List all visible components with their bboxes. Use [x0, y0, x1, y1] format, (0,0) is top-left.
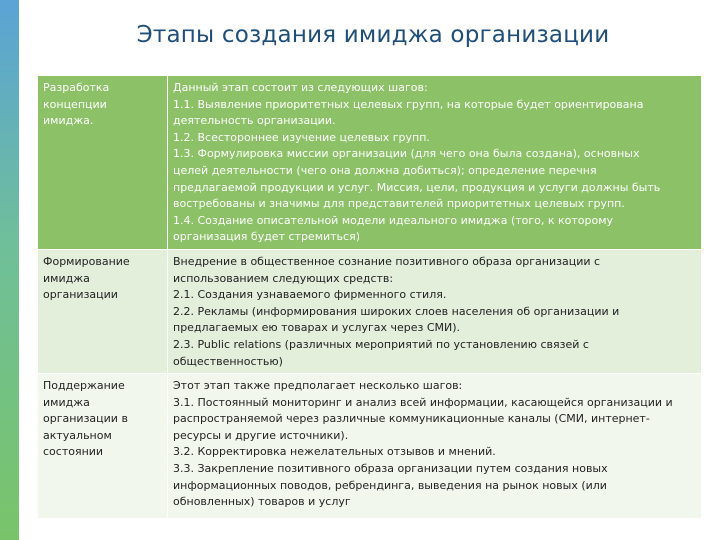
description-line: 2.1. Создания узнаваемого фирменного стиля. — [173, 288, 447, 302]
stage-line: организации — [43, 288, 118, 302]
table-row — [38, 76, 701, 249]
description-line: целей деятельности (чего она должна добиться); определение перечня — [173, 163, 597, 177]
stage-line: концепции — [43, 97, 107, 111]
description-line: Данный этап состоит из следующих шагов: — [173, 81, 428, 94]
stage-cell — [38, 249, 168, 373]
description-line: предлагаемой продукции и услуг. Миссия, цели, продукция и услуги должны быть — [173, 180, 661, 194]
description-line: 3.3. Закрепление позитивного образа организации путем создания новых — [173, 462, 608, 476]
table-row — [38, 374, 701, 518]
stage-line: имиджа — [43, 271, 90, 285]
description-line: 1.4. Создание описательной модели идеального имиджа (того, к которому — [173, 213, 614, 227]
description-line: 1.3. Формулировка миссии организации (для чего она была создана), основных — [173, 147, 640, 161]
stage-line: Разработка — [43, 81, 110, 94]
description-line: 1.2. Всестороннее изучение целевых групп. — [173, 130, 430, 144]
description-line: 3.2. Корректировка нежелательных отзывов и мнений. — [173, 445, 496, 459]
accent-bar — [0, 0, 19, 540]
table-row — [38, 249, 701, 373]
description-line: Внедрение в общественное сознание позитивного образа организации с — [173, 254, 601, 268]
description-cell — [168, 76, 702, 249]
description-line: общественностью) — [173, 354, 283, 368]
description-line: распространяемой через различные коммуникационные каналы (СМИ, интернет- — [173, 412, 650, 426]
description-cell — [168, 374, 702, 518]
page-title: Этапы создания имиджа организации — [136, 22, 610, 48]
description-line: информационных поводов, ребрендинга, выведения на рынок новых (или — [173, 478, 607, 492]
stage-line: актуальном — [43, 428, 112, 442]
description-line: использованием следующих средств: — [173, 271, 394, 285]
stage-line: состоянии — [43, 445, 104, 459]
stage-cell — [38, 76, 168, 249]
description-line: 2.3. Public relations (различных мероприятий по установлению связей с — [173, 337, 589, 351]
stage-cell — [38, 374, 168, 518]
description-line: предлагаемых ею товарах и услугах через СМИ). — [173, 321, 461, 335]
description-line: ресурсы и другие источники). — [173, 428, 349, 442]
description-line: 2.2. Рекламы (информирования широких слоев населения об организации и — [173, 304, 620, 318]
description-line: организация будет стремиться) — [173, 230, 360, 244]
stage-line: Формирование — [43, 254, 130, 268]
stage-line: имиджа — [43, 395, 90, 409]
description-cell — [168, 249, 702, 373]
description-line: 1.1. Выявление приоритетных целевых групп, на которые будет ориентирована — [173, 97, 644, 111]
stage-line: организации в — [43, 412, 128, 426]
stage-line: Поддержание — [43, 379, 125, 393]
description-line: Этот этап также предполагает несколько шагов: — [173, 379, 463, 393]
description-line: деятельность организации. — [173, 114, 336, 128]
stages-table — [38, 76, 701, 518]
stage-line: имиджа. — [43, 114, 94, 128]
description-line: 3.1. Постоянный мониторинг и анализ всей информации, касающейся организации и — [173, 395, 673, 409]
description-line: обновленных) товаров и услуг — [173, 495, 351, 509]
description-line: востребованы и значимы для представителей приоритетных целевых групп. — [173, 197, 625, 211]
